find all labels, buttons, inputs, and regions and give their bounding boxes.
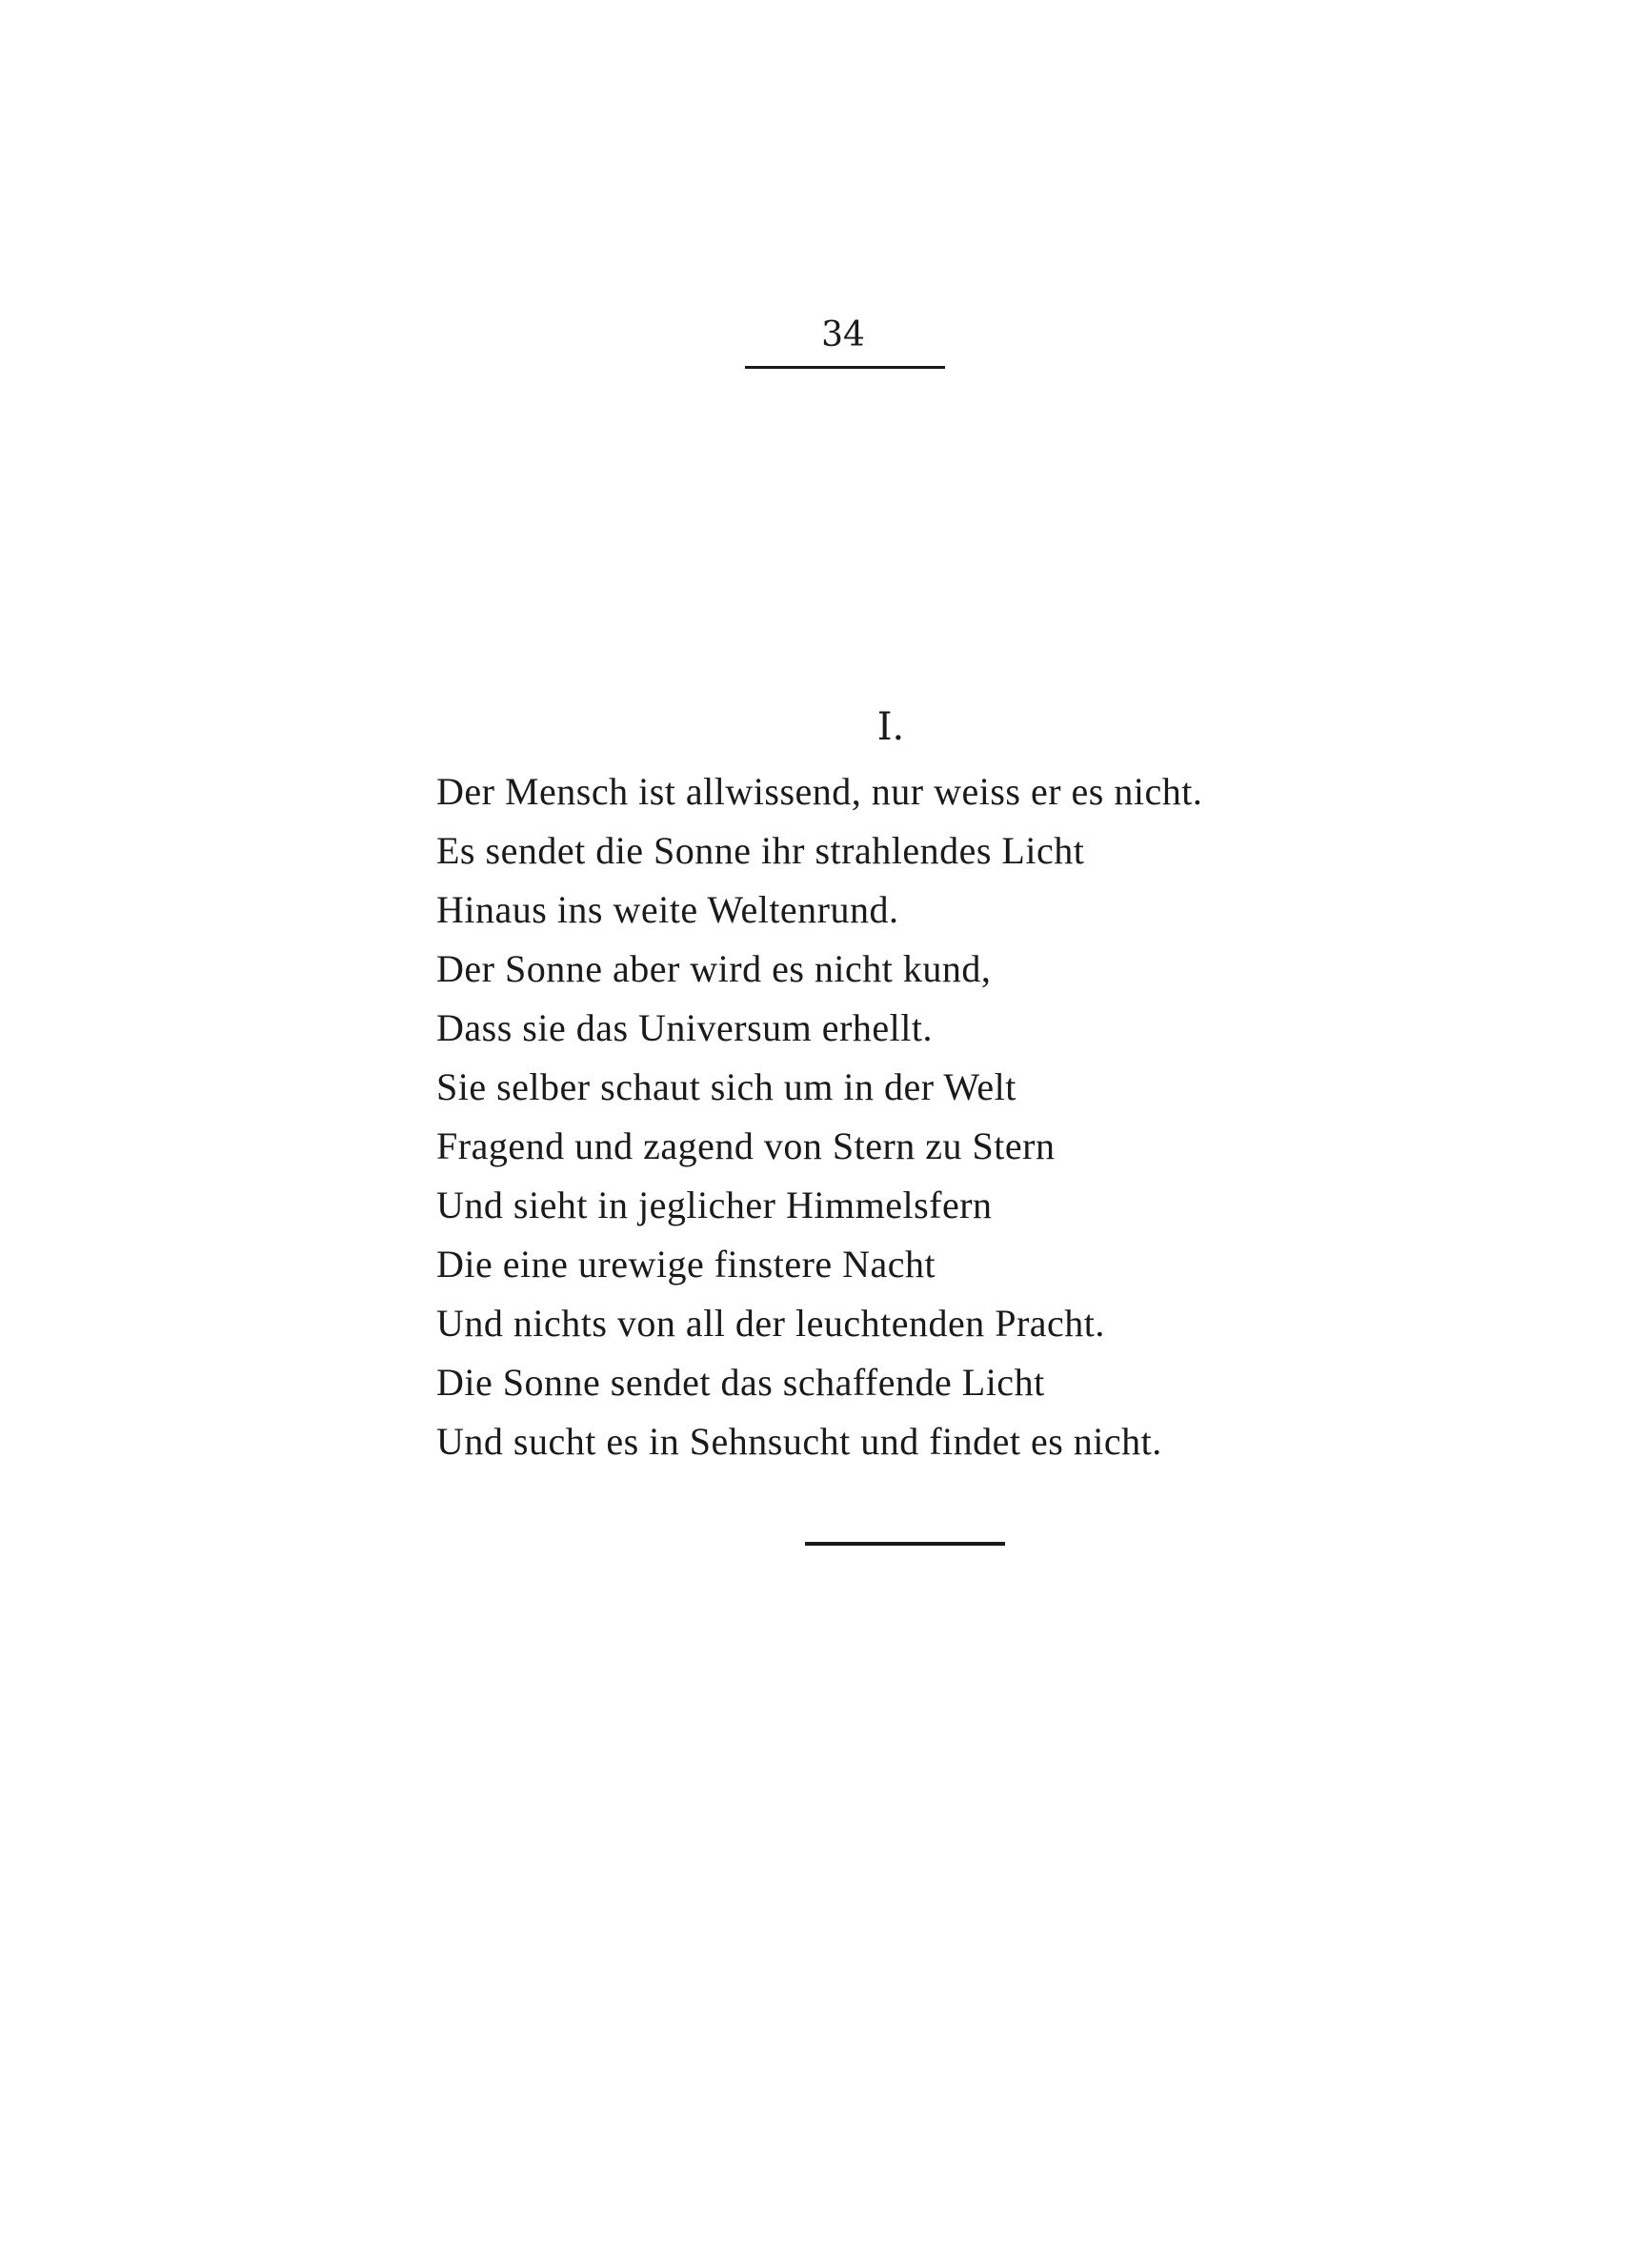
- poem-line: Sie selber schaut sich um in der Welt: [436, 1065, 1016, 1108]
- poem-line: Es sendet die Sonne ihr strahlendes Licht: [436, 829, 1085, 872]
- poem-line: Die Sonne sendet das schaffende Licht: [436, 1361, 1045, 1404]
- poem-line: Und sieht in jeglicher Himmelsfern: [436, 1184, 993, 1226]
- end-rule: [805, 1542, 1005, 1546]
- poem-line: Und nichts von all der leuchtenden Pracht.: [436, 1302, 1105, 1345]
- page-number: 34: [821, 315, 865, 354]
- poem: [436, 762, 1389, 1471]
- poem-line: Und sucht es in Sehnsucht und findet es nicht.: [436, 1420, 1162, 1463]
- poem-line: Die eine urewige finstere Nacht: [436, 1243, 936, 1286]
- poem-line: Hinaus ins weite Weltenrund.: [436, 888, 899, 931]
- poem-line: Der Mensch ist allwissend, nur weiss er es nicht.: [436, 770, 1203, 813]
- header-rule: [745, 366, 945, 369]
- section-numeral: I.: [876, 705, 905, 749]
- poem-line: Dass sie das Universum erhellt.: [436, 1006, 933, 1049]
- poem-line: Fragend und zagend von Stern zu Stern: [436, 1124, 1056, 1167]
- poem-line: Der Sonne aber wird es nicht kund,: [436, 947, 992, 990]
